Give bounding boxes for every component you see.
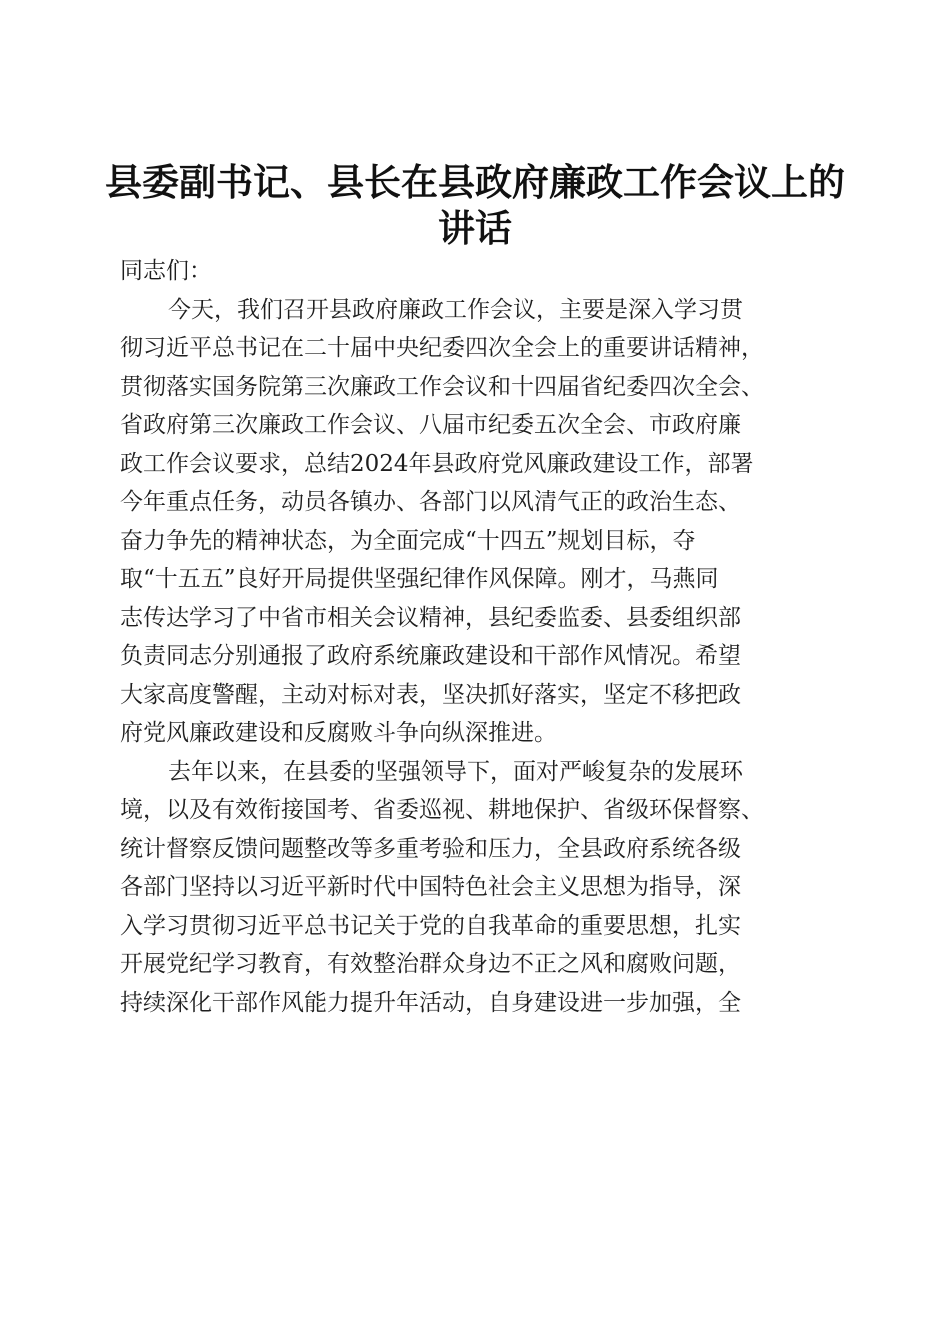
paragraph-line: 贯彻落实国务院第三次廉政工作会议和十四届省纪委四次全会、 [120, 373, 764, 400]
paragraph-line: 取“十五五”良好开局提供坚强纪律作风保障。刚才，马燕同 [120, 566, 719, 592]
paragraph-line: 府党风廉政建设和反腐败斗争向纵深推进。 [120, 720, 557, 746]
paragraph-1 [120, 291, 845, 753]
paragraph-line: 去年以来，在县委的坚强领导下，面对严峻复杂的发展环 [168, 758, 743, 785]
document-body [120, 252, 845, 1022]
paragraph-line: 彻习近平总书记在二十届中央纪委四次全会上的重要讲话精神， [120, 335, 764, 361]
paragraph-line: 入学习贯彻习近平总书记关于党的自我革命的重要思想，扎实 [120, 912, 741, 939]
salutation: 同志们： [120, 258, 212, 284]
paragraph-line: 奋力争先的精神状态，为全面完成“十四五”规划目标，夺 [120, 527, 696, 554]
paragraph-line: 统计督察反馈问题整改等多重考验和压力，全县政府系统各级 [120, 835, 741, 862]
paragraph-line: 持续深化干部作风能力提升年活动，自身建设进一步加强，全 [120, 989, 741, 1016]
paragraph-line: 负责同志分别通报了政府系统廉政建设和干部作风情况。希望 [120, 643, 741, 669]
paragraph-line: 省政府第三次廉政工作会议、八届市纪委五次全会、市政府廉 [120, 412, 741, 438]
paragraph-line: 今天，我们召开县政府廉政工作会议，主要是深入学习贯 [168, 296, 743, 323]
title-line-2: 讲话 [438, 205, 512, 250]
paragraph-line: 今年重点任务，动员各镇办、各部门以风清气正的政治生态、 [120, 489, 741, 515]
paragraph-line: 开展党纪学习教育，有效整治群众身边不正之风和腐败问题， [120, 951, 741, 977]
paragraph-line: 志传达学习了中省市相关会议精神，县纪委监委、县委组织部 [120, 604, 741, 631]
document-title [100, 159, 850, 251]
title-line-1: 县委副书记、县长在县政府廉政工作会议上的 [105, 159, 845, 204]
paragraph-line: 大家高度警醒，主动对标对表，坚决抓好落实，坚定不移把政 [120, 681, 741, 708]
paragraph-line: 各部门坚持以习近平新时代中国特色社会主义思想为指导，深 [120, 874, 741, 900]
paragraph-2 [120, 753, 845, 1023]
paragraph-line: 境，以及有效衔接国考、省委巡视、耕地保护、省级环保督察、 [120, 797, 764, 823]
paragraph-line: 政工作会议要求，总结2024年县政府党风廉政建设工作，部署 [120, 450, 754, 477]
